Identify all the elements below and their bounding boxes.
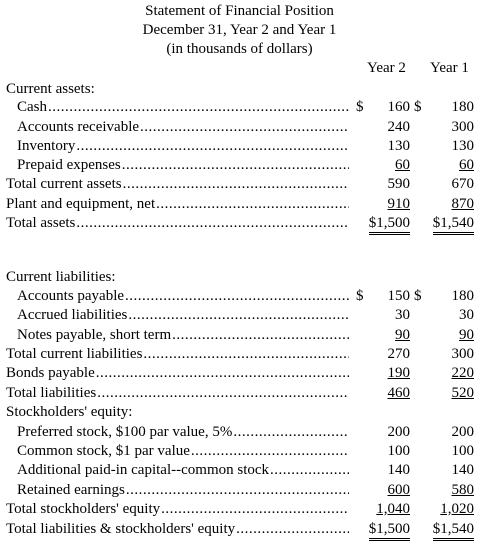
value-year1: 180 [451,288,474,304]
value-year2: 910 [387,196,410,212]
value-year2: 200 [387,424,410,440]
value-year2: 460 [387,385,410,401]
value-year2: $1,500 [369,521,410,541]
row-total-liabilities: Total liabilities ..... 460 520 [0,384,479,403]
value-year1: 580 [451,482,474,498]
statement-date: December 31, Year 2 and Year 1 [142,22,337,38]
value-year1: 200 [451,424,474,440]
value-year1: 90 [459,327,474,343]
value-year2: 190 [387,365,410,381]
value-year2: 60 [395,157,410,173]
value-year2: 90 [395,327,410,343]
value-year2: 130 [387,138,410,154]
statement-units: (in thousands of dollars) [166,41,313,57]
value-year2: 1,040 [376,501,410,517]
value-year1: 1,020 [440,501,474,517]
statement-title: Statement of Financial Position [145,3,334,19]
value-year2: 160 [387,99,410,115]
column-header-year2: Year 2 [367,60,406,76]
value-year1: 520 [451,385,474,401]
row-retained-earnings: Retained earnings ..... 600 580 [0,481,479,500]
row-preferred-stock: Preferred stock, $100 par value, 5% ..... 200 200 [0,423,479,442]
section-current-liabilities: Current liabilities: [6,269,116,285]
value-year2: $1,500 [369,215,410,235]
row-total-current-assets: Total current assets ..... 590 670 [0,175,479,194]
row-prepaid-expenses: Prepaid expenses ..... 60 60 [0,156,479,175]
row-total-stockholders-equity: Total stockholders' equity ..... 1,040 1,020 [0,500,479,519]
value-year2: 100 [387,443,410,459]
row-accrued-liabilities: Accrued liabilities ..... 30 30 [0,306,479,325]
row-bonds-payable: Bonds payable ..... 190 220 [0,364,479,383]
row-inventory: Inventory ..... 130 130 [0,137,479,156]
value-year1: 180 [451,99,474,115]
row-total-current-liabilities: Total current liabilities ..... 270 300 [0,345,479,364]
row-accounts-receivable: Accounts receivable ..... 240 300 [0,118,479,137]
value-year2: 150 [387,288,410,304]
value-year2: 590 [387,176,410,192]
value-year2: 140 [387,462,410,478]
value-year2: 240 [387,119,410,135]
row-cash: Cash ..... $ 160 $ 180 [0,98,479,117]
column-header-year1: Year 1 [430,60,469,76]
value-year2: 30 [395,307,410,323]
value-year1: 300 [451,119,474,135]
row-plant-equipment: Plant and equipment, net ..... 910 870 [0,195,479,214]
value-year1: 60 [459,157,474,173]
row-accounts-payable: Accounts payable ..... $ 150 $ 180 [0,287,479,306]
value-year1: 30 [459,307,474,323]
value-year2: 600 [387,482,410,498]
value-year1: $1,540 [433,521,474,541]
row-total-assets: Total assets ..... $1,500 $1,540 [0,214,479,233]
value-year1: 670 [451,176,474,192]
row-additional-paid-in-capital: Additional paid-in capital--common stock ..... 140 140 [0,461,479,480]
row-total-liabilities-equity: Total liabilities & stockholders' equity ..... $1,500 $1,540 [0,520,479,539]
value-year1: 130 [451,138,474,154]
section-stockholders-equity: Stockholders' equity: [6,404,133,420]
row-common-stock: Common stock, $1 par value ..... 100 100 [0,442,479,461]
section-current-assets: Current assets: [6,81,95,97]
value-year1: 140 [451,462,474,478]
value-year1: 220 [451,365,474,381]
value-year1: 300 [451,346,474,362]
value-year1: 100 [451,443,474,459]
row-notes-payable: Notes payable, short term ..... 90 90 [0,326,479,345]
value-year1: $1,540 [433,215,474,235]
value-year1: 870 [451,196,474,212]
value-year2: 270 [387,346,410,362]
